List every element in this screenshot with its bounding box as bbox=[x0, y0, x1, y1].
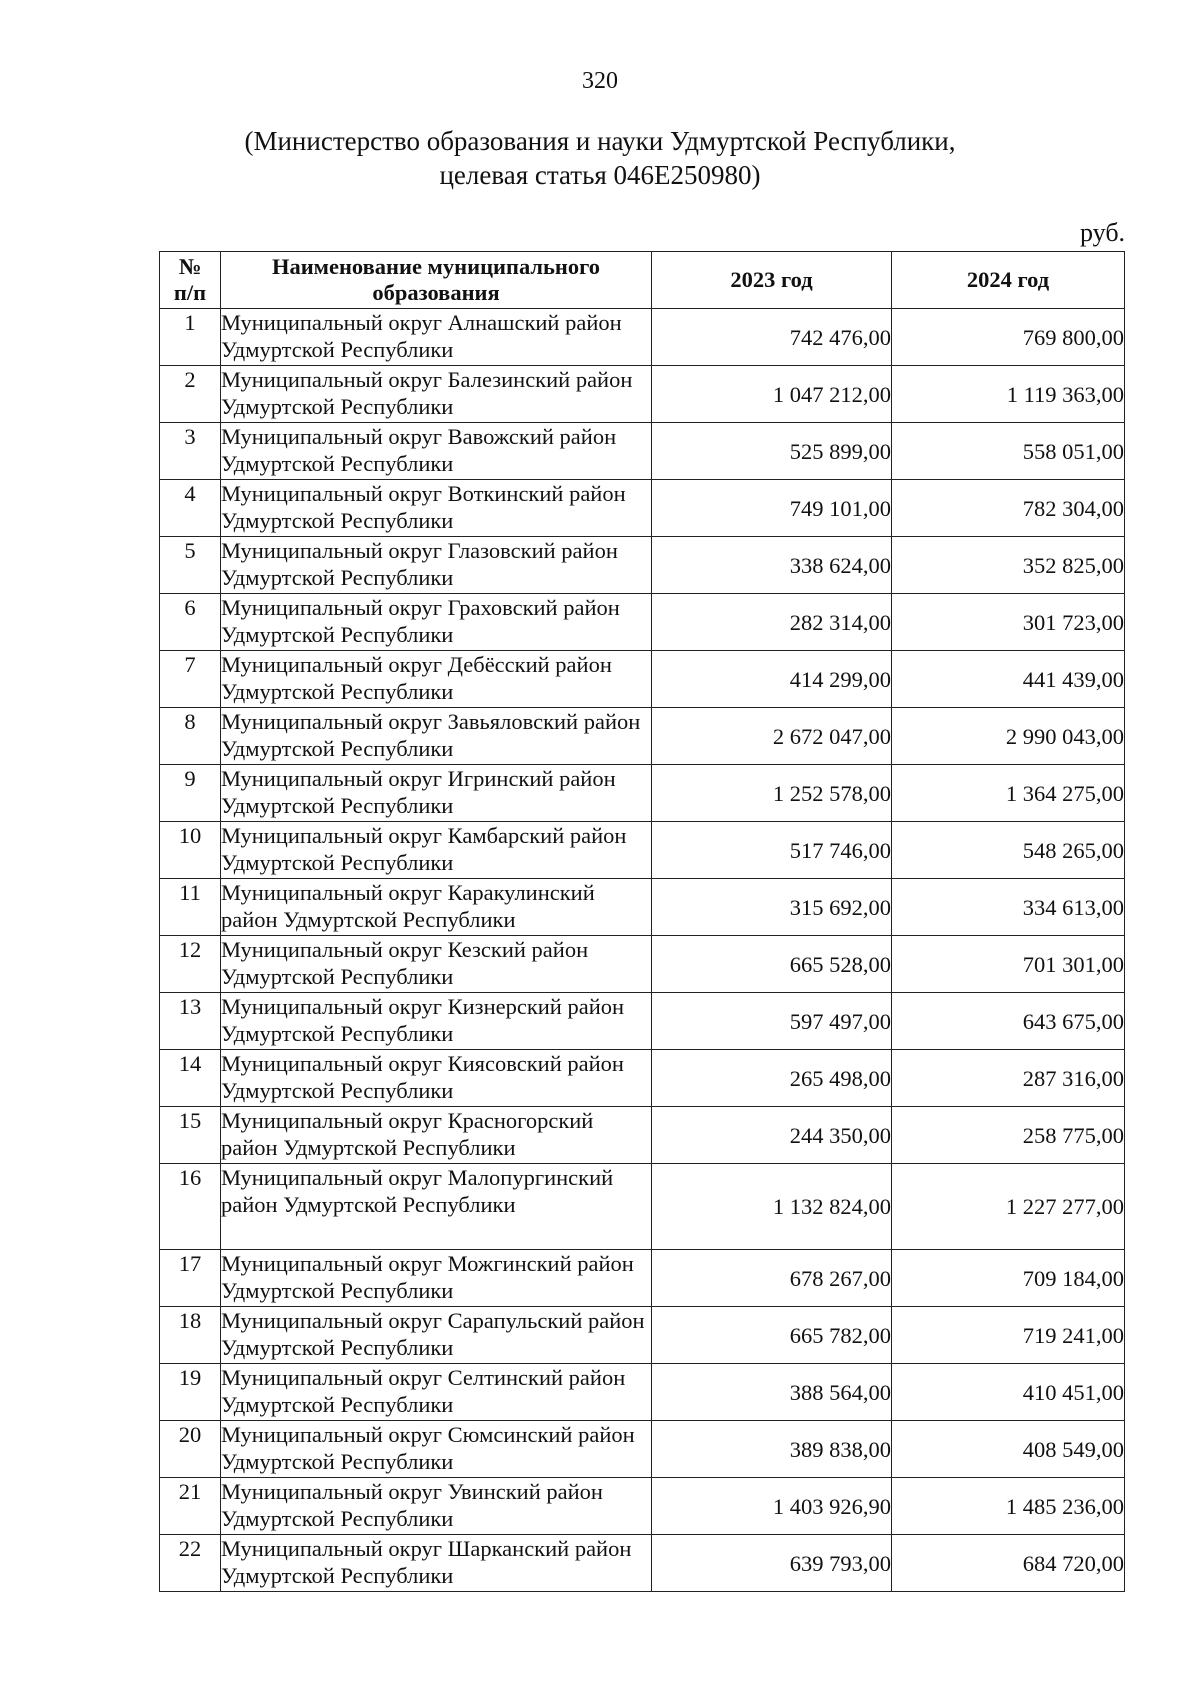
amount-2023: 665 528,00 bbox=[652, 936, 892, 993]
municipality-name: Муниципальный округ Балезинский район Удмуртской Республики bbox=[221, 366, 652, 423]
row-number: 20 bbox=[160, 1421, 221, 1478]
amount-2023: 742 476,00 bbox=[652, 309, 892, 366]
row-number: 1 bbox=[160, 309, 221, 366]
municipality-name: Муниципальный округ Увинский район Удмуртской Республики bbox=[221, 1478, 652, 1535]
currency-unit: руб. bbox=[1080, 218, 1126, 247]
table-row bbox=[160, 879, 1125, 936]
amount-2023: 1 252 578,00 bbox=[652, 765, 892, 822]
row-number: 10 bbox=[160, 822, 221, 879]
municipality-name: Муниципальный округ Кезский район Удмуртской Республики bbox=[221, 936, 652, 993]
table-row bbox=[160, 765, 1125, 822]
row-number: 8 bbox=[160, 708, 221, 765]
amount-2024: 1 364 275,00 bbox=[892, 765, 1125, 822]
amount-2023: 678 267,00 bbox=[652, 1250, 892, 1307]
amount-2023: 2 672 047,00 bbox=[652, 708, 892, 765]
table-row bbox=[160, 822, 1125, 879]
table-row bbox=[160, 1050, 1125, 1107]
table-header-row bbox=[160, 252, 1125, 309]
amount-2023: 1 132 824,00 bbox=[652, 1164, 892, 1250]
row-number: 18 bbox=[160, 1307, 221, 1364]
municipality-name: Муниципальный округ Шарканский район Удмуртской Республики bbox=[221, 1535, 652, 1592]
municipality-name: Муниципальный округ Сарапульский район Удмуртской Республики bbox=[221, 1307, 652, 1364]
municipality-name: Муниципальный округ Селтинский район Удмуртской Республики bbox=[221, 1364, 652, 1421]
amount-2023: 244 350,00 bbox=[652, 1107, 892, 1164]
title-line-1: (Министерство образования и науки Удмуртской Республики, bbox=[244, 126, 956, 156]
header-num: № п/п bbox=[160, 252, 221, 309]
row-number: 13 bbox=[160, 993, 221, 1050]
amount-2024: 684 720,00 bbox=[892, 1535, 1125, 1592]
row-number: 4 bbox=[160, 480, 221, 537]
row-number: 22 bbox=[160, 1535, 221, 1592]
municipality-name: Муниципальный округ Алнашский район Удмуртской Республики bbox=[221, 309, 652, 366]
amount-2024: 410 451,00 bbox=[892, 1364, 1125, 1421]
amount-2023: 388 564,00 bbox=[652, 1364, 892, 1421]
table-row bbox=[160, 1535, 1125, 1592]
row-number: 15 bbox=[160, 1107, 221, 1164]
amount-2023: 282 314,00 bbox=[652, 594, 892, 651]
municipality-name: Муниципальный округ Каракулинский район Удмуртской Республики bbox=[221, 879, 652, 936]
amount-2024: 258 775,00 bbox=[892, 1107, 1125, 1164]
municipality-name: Муниципальный округ Сюмсинский район Удмуртской Республики bbox=[221, 1421, 652, 1478]
amount-2023: 338 624,00 bbox=[652, 537, 892, 594]
table-row bbox=[160, 708, 1125, 765]
municipality-name: Муниципальный округ Завьяловский район Удмуртской Республики bbox=[221, 708, 652, 765]
row-number: 9 bbox=[160, 765, 221, 822]
amount-2024: 1 227 277,00 bbox=[892, 1164, 1125, 1250]
amount-2024: 334 613,00 bbox=[892, 879, 1125, 936]
row-number: 7 bbox=[160, 651, 221, 708]
table-row bbox=[160, 993, 1125, 1050]
amount-2023: 315 692,00 bbox=[652, 879, 892, 936]
municipality-name: Муниципальный округ Киясовский район Удмуртской Республики bbox=[221, 1050, 652, 1107]
amount-2024: 2 990 043,00 bbox=[892, 708, 1125, 765]
table-row bbox=[160, 366, 1125, 423]
amount-2024: 1 119 363,00 bbox=[892, 366, 1125, 423]
allocation-table bbox=[159, 251, 1125, 1592]
amount-2024: 769 800,00 bbox=[892, 309, 1125, 366]
amount-2024: 408 549,00 bbox=[892, 1421, 1125, 1478]
amount-2024: 301 723,00 bbox=[892, 594, 1125, 651]
amount-2024: 643 675,00 bbox=[892, 993, 1125, 1050]
table-row bbox=[160, 309, 1125, 366]
municipality-name: Муниципальный округ Можгинский район Удмуртской Республики bbox=[221, 1250, 652, 1307]
municipality-name: Муниципальный округ Красногорский район Удмуртской Республики bbox=[221, 1107, 652, 1164]
document-title bbox=[0, 124, 1200, 192]
amount-2024: 701 301,00 bbox=[892, 936, 1125, 993]
amount-2024: 719 241,00 bbox=[892, 1307, 1125, 1364]
amount-2024: 709 184,00 bbox=[892, 1250, 1125, 1307]
amount-2023: 749 101,00 bbox=[652, 480, 892, 537]
amount-2024: 558 051,00 bbox=[892, 423, 1125, 480]
table-row bbox=[160, 651, 1125, 708]
row-number: 12 bbox=[160, 936, 221, 993]
row-number: 2 bbox=[160, 366, 221, 423]
row-number: 21 bbox=[160, 1478, 221, 1535]
row-number: 6 bbox=[160, 594, 221, 651]
amount-2023: 597 497,00 bbox=[652, 993, 892, 1050]
table-row bbox=[160, 1364, 1125, 1421]
amount-2024: 1 485 236,00 bbox=[892, 1478, 1125, 1535]
row-number: 5 bbox=[160, 537, 221, 594]
amount-2023: 639 793,00 bbox=[652, 1535, 892, 1592]
municipality-name: Муниципальный округ Игринский район Удмуртской Республики bbox=[221, 765, 652, 822]
header-2024: 2024 год bbox=[892, 252, 1125, 309]
title-line-2: целевая статья 046Е250980) bbox=[439, 160, 761, 190]
municipality-name: Муниципальный округ Кизнерский район Удмуртской Республики bbox=[221, 993, 652, 1050]
page-number: 320 bbox=[582, 68, 618, 94]
table-row bbox=[160, 936, 1125, 993]
amount-2024: 441 439,00 bbox=[892, 651, 1125, 708]
table-row bbox=[160, 423, 1125, 480]
amount-2024: 352 825,00 bbox=[892, 537, 1125, 594]
municipality-name: Муниципальный округ Глазовский район Удмуртской Республики bbox=[221, 537, 652, 594]
table-row bbox=[160, 1307, 1125, 1364]
amount-2024: 548 265,00 bbox=[892, 822, 1125, 879]
amount-2023: 265 498,00 bbox=[652, 1050, 892, 1107]
table-row bbox=[160, 1107, 1125, 1164]
table-row bbox=[160, 1164, 1125, 1250]
municipality-name: Муниципальный округ Граховский район Удмуртской Республики bbox=[221, 594, 652, 651]
row-number: 11 bbox=[160, 879, 221, 936]
municipality-name: Муниципальный округ Малопургинский район Удмуртской Республики bbox=[221, 1164, 652, 1250]
amount-2023: 389 838,00 bbox=[652, 1421, 892, 1478]
table-row bbox=[160, 594, 1125, 651]
municipality-name: Муниципальный округ Воткинский район Удмуртской Республики bbox=[221, 480, 652, 537]
row-number: 19 bbox=[160, 1364, 221, 1421]
table-body bbox=[160, 309, 1125, 1592]
table-row bbox=[160, 1478, 1125, 1535]
header-name: Наименование муниципального образования bbox=[221, 252, 652, 309]
amount-2023: 414 299,00 bbox=[652, 651, 892, 708]
municipality-name: Муниципальный округ Камбарский район Удмуртской Республики bbox=[221, 822, 652, 879]
amount-2023: 525 899,00 bbox=[652, 423, 892, 480]
amount-2023: 665 782,00 bbox=[652, 1307, 892, 1364]
table-row bbox=[160, 1250, 1125, 1307]
amount-2023: 517 746,00 bbox=[652, 822, 892, 879]
row-number: 16 bbox=[160, 1164, 221, 1250]
municipality-name: Муниципальный округ Вавожский район Удмуртской Республики bbox=[221, 423, 652, 480]
header-2023: 2023 год bbox=[652, 252, 892, 309]
amount-2024: 782 304,00 bbox=[892, 480, 1125, 537]
table-row bbox=[160, 1421, 1125, 1478]
municipality-name: Муниципальный округ Дебёсский район Удмуртской Республики bbox=[221, 651, 652, 708]
table-row bbox=[160, 480, 1125, 537]
row-number: 14 bbox=[160, 1050, 221, 1107]
amount-2024: 287 316,00 bbox=[892, 1050, 1125, 1107]
table-row bbox=[160, 537, 1125, 594]
row-number: 3 bbox=[160, 423, 221, 480]
amount-2023: 1 403 926,90 bbox=[652, 1478, 892, 1535]
row-number: 17 bbox=[160, 1250, 221, 1307]
amount-2023: 1 047 212,00 bbox=[652, 366, 892, 423]
